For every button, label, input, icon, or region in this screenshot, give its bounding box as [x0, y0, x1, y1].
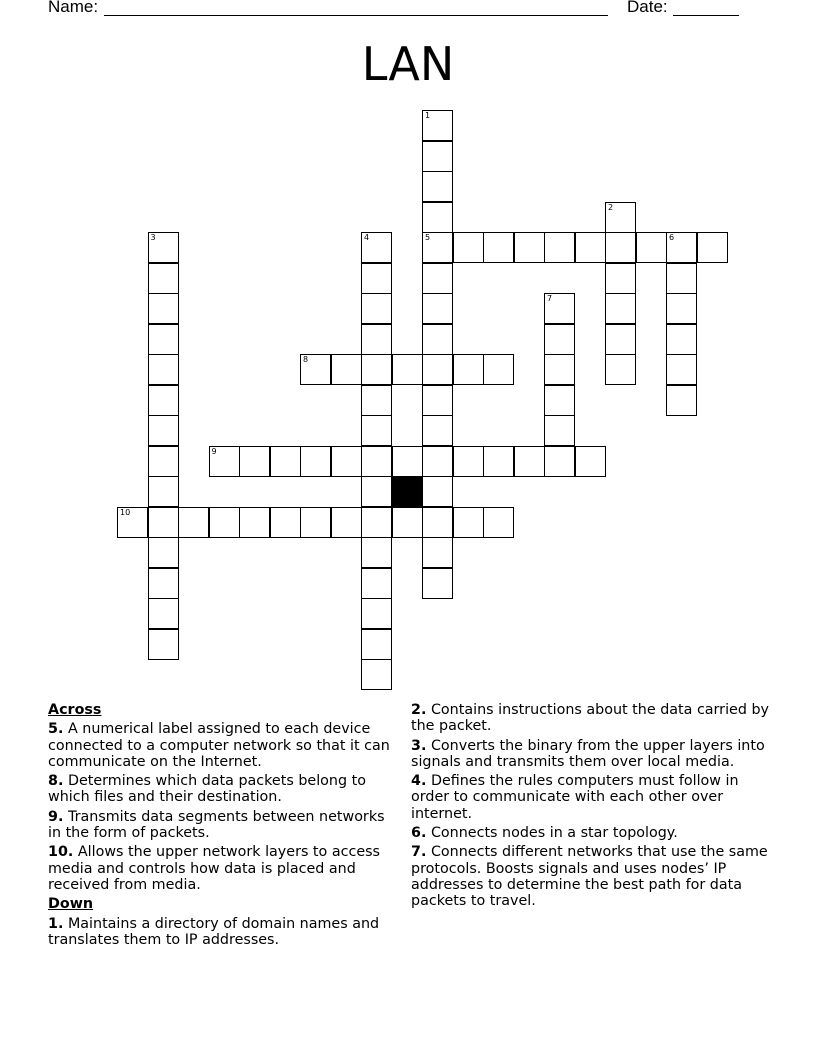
- crossword-cell[interactable]: [666, 293, 697, 324]
- clue-down-3: [411, 738, 771, 771]
- clue-number: 6.: [411, 825, 427, 842]
- crossword-cell[interactable]: [544, 415, 575, 446]
- crossword-cell[interactable]: [361, 232, 392, 263]
- clues-left-column: [48, 702, 398, 951]
- crossword-cell[interactable]: [514, 232, 545, 263]
- crossword-cell[interactable]: [422, 293, 453, 324]
- crossword-cell[interactable]: [666, 263, 697, 294]
- clue-number-label: 4: [364, 233, 370, 242]
- crossword-cell[interactable]: [392, 446, 423, 477]
- clue-number-label: 7: [547, 294, 553, 303]
- crossword-cell[interactable]: [361, 446, 392, 477]
- crossword-cell[interactable]: [361, 263, 392, 294]
- crossword-cell[interactable]: [148, 446, 179, 477]
- crossword-cell[interactable]: [605, 232, 636, 263]
- crossword-cell[interactable]: [422, 202, 453, 233]
- crossword-cell[interactable]: [483, 446, 514, 477]
- crossword-cell[interactable]: [148, 354, 179, 385]
- clue-number-label: 3: [150, 233, 156, 242]
- crossword-cell[interactable]: [148, 598, 179, 629]
- clue-number-label: 5: [425, 233, 431, 242]
- clue-across-10: [48, 844, 398, 893]
- crossword-cell[interactable]: [148, 537, 179, 568]
- clue-text: Allows the upper network layers to access media and controls how data is placed and received from media.: [48, 844, 381, 893]
- crossword-cell[interactable]: [361, 476, 392, 507]
- crossword-cell[interactable]: [270, 507, 301, 538]
- crossword-cell[interactable]: [544, 232, 575, 263]
- crossword-cell[interactable]: [422, 446, 453, 477]
- clue-number-label: 2: [608, 202, 614, 212]
- clue-text: Transmits data segments between networks in the form of packets.: [48, 808, 385, 842]
- crossword-cell[interactable]: [605, 293, 636, 324]
- crossword-cell[interactable]: [605, 202, 636, 233]
- clue-number: 10.: [48, 844, 74, 861]
- clue-number: 1.: [48, 915, 64, 932]
- crossword-cell[interactable]: [361, 507, 392, 538]
- clue-text: Connects nodes in a star topology.: [430, 825, 678, 842]
- crossword-cell[interactable]: [361, 354, 392, 385]
- clue-down-2: [411, 702, 771, 735]
- crossword-cell[interactable]: [544, 324, 575, 355]
- crossword-cell[interactable]: [361, 385, 392, 416]
- crossword-cell[interactable]: [148, 293, 179, 324]
- clue-number-label: 10: [120, 507, 131, 517]
- clue-across-5: [48, 721, 398, 770]
- clue-across-8: [48, 773, 398, 806]
- clue-number-label: 6: [669, 233, 675, 242]
- crossword-cell[interactable]: [544, 293, 575, 324]
- clue-text: Contains instructions about the data carried by the packet.: [411, 702, 769, 735]
- clue-down-1: [48, 916, 398, 949]
- crossword-cell[interactable]: [422, 324, 453, 355]
- crossword-cell[interactable]: [422, 415, 453, 446]
- clue-number: 3.: [411, 737, 427, 754]
- crossword-cell[interactable]: [422, 263, 453, 294]
- crossword-cell[interactable]: [483, 354, 514, 385]
- crossword-cell[interactable]: [148, 385, 179, 416]
- crossword-cell[interactable]: [422, 232, 453, 263]
- down-heading: Down: [48, 896, 94, 913]
- date-label: Date:: [627, 0, 668, 16]
- blocked-cell: [392, 476, 423, 507]
- crossword-cell[interactable]: [636, 232, 667, 263]
- crossword-cell[interactable]: [361, 415, 392, 446]
- crossword-cell[interactable]: [422, 568, 453, 599]
- clue-text: A numerical label assigned to each device connected to a computer network so that it can communicate on the Internet.: [48, 721, 390, 770]
- crossword-cell[interactable]: [209, 507, 240, 538]
- crossword-cell[interactable]: [422, 507, 453, 538]
- across-heading: Across: [48, 702, 102, 718]
- crossword-cell[interactable]: [666, 232, 697, 263]
- crossword-cell[interactable]: [605, 324, 636, 355]
- crossword-cell[interactable]: [453, 354, 484, 385]
- crossword-cell[interactable]: [148, 324, 179, 355]
- crossword-cell[interactable]: [239, 507, 270, 538]
- crossword-cell[interactable]: [148, 263, 179, 294]
- crossword-cell[interactable]: [605, 354, 636, 385]
- crossword-cell[interactable]: [453, 232, 484, 263]
- crossword-cell[interactable]: [544, 446, 575, 477]
- crossword-cell[interactable]: [300, 446, 331, 477]
- crossword-cell[interactable]: [544, 354, 575, 385]
- clue-text: Connects different networks that use the same protocols. Boosts signals and uses nodes’ IP addresses to determine the best path for data packets to travel.: [411, 844, 768, 910]
- crossword-cell[interactable]: [575, 446, 606, 477]
- crossword-cell[interactable]: [331, 446, 362, 477]
- crossword-cell[interactable]: [422, 537, 453, 568]
- crossword-cell[interactable]: [697, 232, 728, 263]
- crossword-cell[interactable]: [270, 446, 301, 477]
- name-label: Name:: [48, 0, 99, 16]
- crossword-cell[interactable]: [422, 171, 453, 202]
- crossword-cell[interactable]: [392, 507, 423, 538]
- crossword-cell[interactable]: [666, 354, 697, 385]
- crossword-cell[interactable]: [331, 507, 362, 538]
- clue-text: Defines the rules computers must follow in order to communicate with each other over internet.: [411, 773, 739, 822]
- crossword-cell[interactable]: [514, 446, 545, 477]
- crossword-cell[interactable]: [117, 507, 148, 538]
- crossword-cell[interactable]: [422, 476, 453, 507]
- clue-number: 9.: [48, 808, 64, 825]
- crossword-cell[interactable]: [666, 324, 697, 355]
- crossword-cell[interactable]: [361, 293, 392, 324]
- crossword-cell[interactable]: [361, 629, 392, 660]
- crossword-cell[interactable]: [148, 507, 179, 538]
- clue-down-4: [411, 773, 771, 822]
- crossword-cell[interactable]: [361, 598, 392, 629]
- crossword-cell[interactable]: [361, 568, 392, 599]
- clue-number-label: 9: [211, 446, 217, 456]
- crossword-cell[interactable]: [605, 263, 636, 294]
- crossword-cell[interactable]: [666, 385, 697, 416]
- clue-number: 8.: [48, 773, 64, 790]
- clue-number: 2.: [411, 702, 427, 718]
- crossword-cell[interactable]: [483, 232, 514, 263]
- clue-down-6: [411, 825, 771, 841]
- crossword-cell[interactable]: [239, 446, 270, 477]
- crossword-cell[interactable]: [148, 568, 179, 599]
- clue-across-9: [48, 809, 398, 842]
- clue-down-7: [411, 844, 771, 909]
- crossword-cell[interactable]: [361, 324, 392, 355]
- clue-text: Determines which data packets belong to which files and their destination.: [48, 773, 366, 806]
- clue-number-label: 1: [425, 111, 431, 120]
- clue-number: 7.: [411, 844, 427, 861]
- crossword-cell[interactable]: [575, 232, 606, 263]
- clue-number: 4.: [411, 773, 427, 790]
- crossword-cell[interactable]: [148, 629, 179, 660]
- crossword-cell[interactable]: [361, 537, 392, 568]
- crossword-cell[interactable]: [453, 507, 484, 538]
- page-title: LAN: [361, 37, 455, 91]
- crossword-cell[interactable]: [148, 476, 179, 507]
- crossword-cell[interactable]: [300, 354, 331, 385]
- crossword-cell[interactable]: [392, 354, 423, 385]
- clue-number: 5.: [48, 721, 64, 738]
- crossword-cell[interactable]: [422, 110, 453, 141]
- clue-number-label: 8: [303, 355, 309, 364]
- crossword-cell[interactable]: [148, 232, 179, 263]
- clue-text: Converts the binary from the upper layers into signals and transmits them over local media.: [411, 737, 765, 770]
- crossword-cell[interactable]: [209, 446, 240, 477]
- crossword-cell[interactable]: [178, 507, 209, 538]
- crossword-cell[interactable]: [483, 507, 514, 538]
- crossword-cell[interactable]: [148, 415, 179, 446]
- crossword-cell[interactable]: [544, 385, 575, 416]
- clue-text: Maintains a directory of domain names and translates them to IP addresses.: [48, 915, 380, 948]
- crossword-cell[interactable]: [331, 354, 362, 385]
- crossword-cell[interactable]: [422, 141, 453, 172]
- clues-right-column: [411, 702, 771, 913]
- crossword-cell[interactable]: [422, 385, 453, 416]
- crossword-cell[interactable]: [361, 659, 392, 690]
- crossword-cell[interactable]: [422, 354, 453, 385]
- crossword-cell[interactable]: [453, 446, 484, 477]
- crossword-cell[interactable]: [300, 507, 331, 538]
